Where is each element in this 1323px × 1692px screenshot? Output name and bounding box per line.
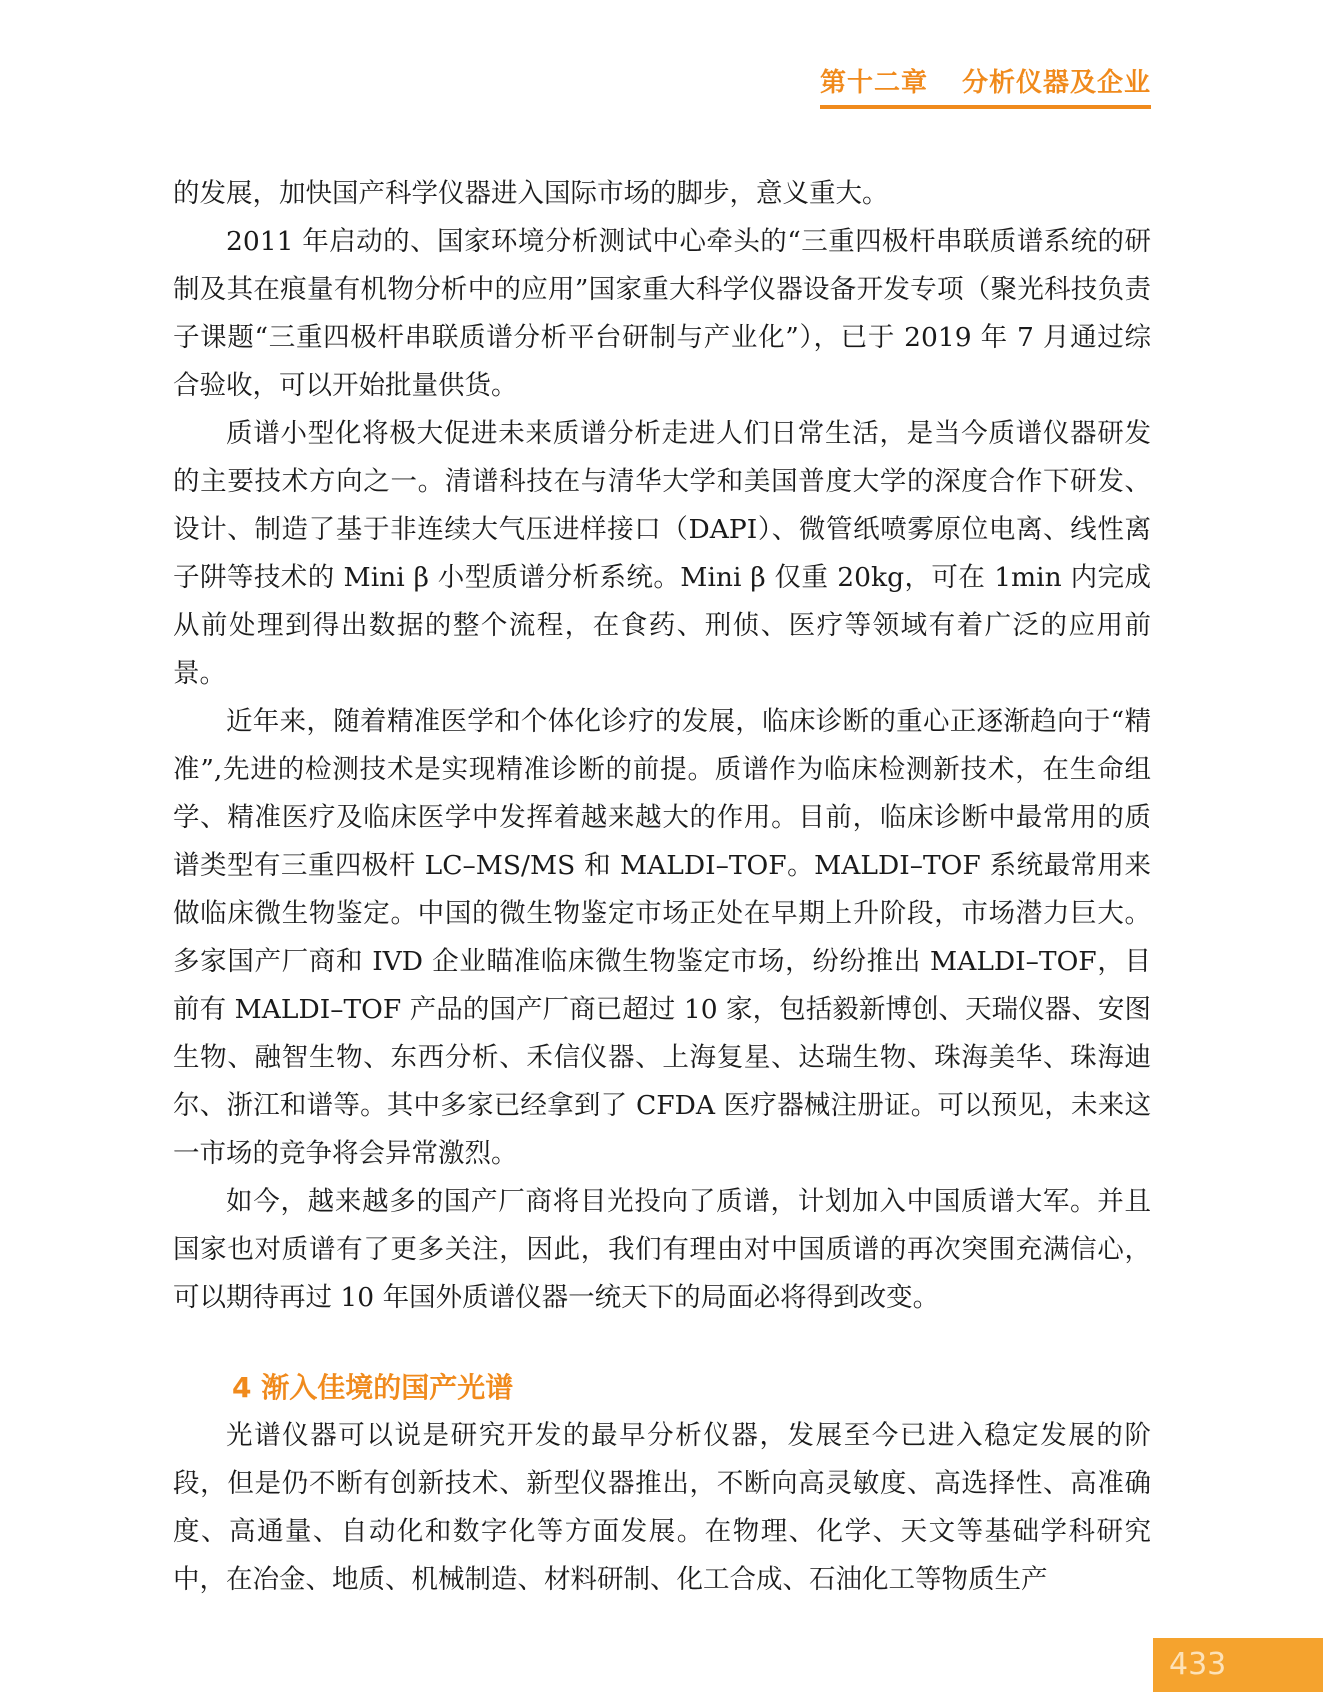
body-text — [173, 170, 1151, 1604]
paragraph-spectroscopy: 光谱仪器可以说是研究开发的最早分析仪器，发展至今已进入稳定发展的阶段，但是仍不断有创新技术、新型仪器推出，不断向高灵敏度、高选择性、高准确度、高通量、自动化和数字化等方面发展。在物理、化学、天文等基础学科研究中，在冶金、地质、机械制造、材料研制、化工合成、石油化工等物质生产 — [173, 1420, 1151, 1595]
chapter-title: 分析仪器及企业 — [961, 68, 1151, 98]
page-number: 433 — [1153, 1638, 1323, 1692]
paragraph-clinical-diagnosis: 近年来，随着精准医学和个体化诊疗的发展，临床诊断的重心正逐渐趋向于“精准”,先进的检测技术是实现精准诊断的前提。质谱作为临床检测新技术，在生命组学、精准医疗及临床医学中发挥着越来越大的作用。目前，临床诊断中最常用的质谱类型有三重四极杆 LC–MS/MS 和 MALDI–TOF。MALDI–TOF 系统最常用来做临床微生物鉴定。中国的微生物鉴定市场正处在早期上升阶段，市场潜力巨大。多家国产厂商和 IVD 企业瞄准临床微生物鉴定市场，纷纷推出 MALDI–TOF，目前有 MALDI–TOF 产品的国产厂商已超过 10 家，包括毅新博创、天瑞仪器、安图生物、融智生物、东西分析、禾信仪器、上海复星、达瑞生物、珠海美华、珠海迪尔、浙江和谱等。其中多家已经拿到了 CFDA 医疗器械注册证。可以预见，未来这一市场的竞争将会异常激烈。 — [173, 706, 1151, 1169]
paragraph-outlook: 如今，越来越多的国产厂商将目光投向了质谱，计划加入中国质谱大军。并且国家也对质谱有了更多关注，因此，我们有理由对中国质谱的再次突围充满信心，可以期待再过 10 年国外质谱仪器一统天下的局面必将得到改变。 — [173, 1186, 1151, 1313]
section-heading: 4 渐入佳境的国产光谱 — [232, 1371, 514, 1404]
paragraph-continuation: 的发展，加快国产科学仪器进入国际市场的脚步，意义重大。 — [173, 178, 889, 209]
chapter-header — [820, 62, 1151, 109]
paragraph-triple-quad-project: 2011 年启动的、国家环境分析测试中心牵头的“三重四极杆串联质谱系统的研制及其在痕量有机物分析中的应用”国家重大科学仪器设备开发专项（聚光科技负责子课题“三重四极杆串联质谱分析平台研制与产业化”），已于 2019 年 7 月通过综合验收，可以开始批量供货。 — [173, 226, 1151, 401]
paragraph-miniaturization: 质谱小型化将极大促进未来质谱分析走进人们日常生活，是当今质谱仪器研发的主要技术方向之一。清谱科技在与清华大学和美国普度大学的深度合作下研发、设计、制造了基于非连续大气压进样接口（DAPI）、微管纸喷雾原位电离、线性离子阱等技术的 Mini β 小型质谱分析系统。Mini β 仅重 20kg，可在 1min 内完成从前处理到得出数据的整个流程，在食药、刑侦、医疗等领域有着广泛的应用前景。 — [173, 418, 1151, 689]
chapter-number: 第十二章 — [819, 68, 928, 98]
